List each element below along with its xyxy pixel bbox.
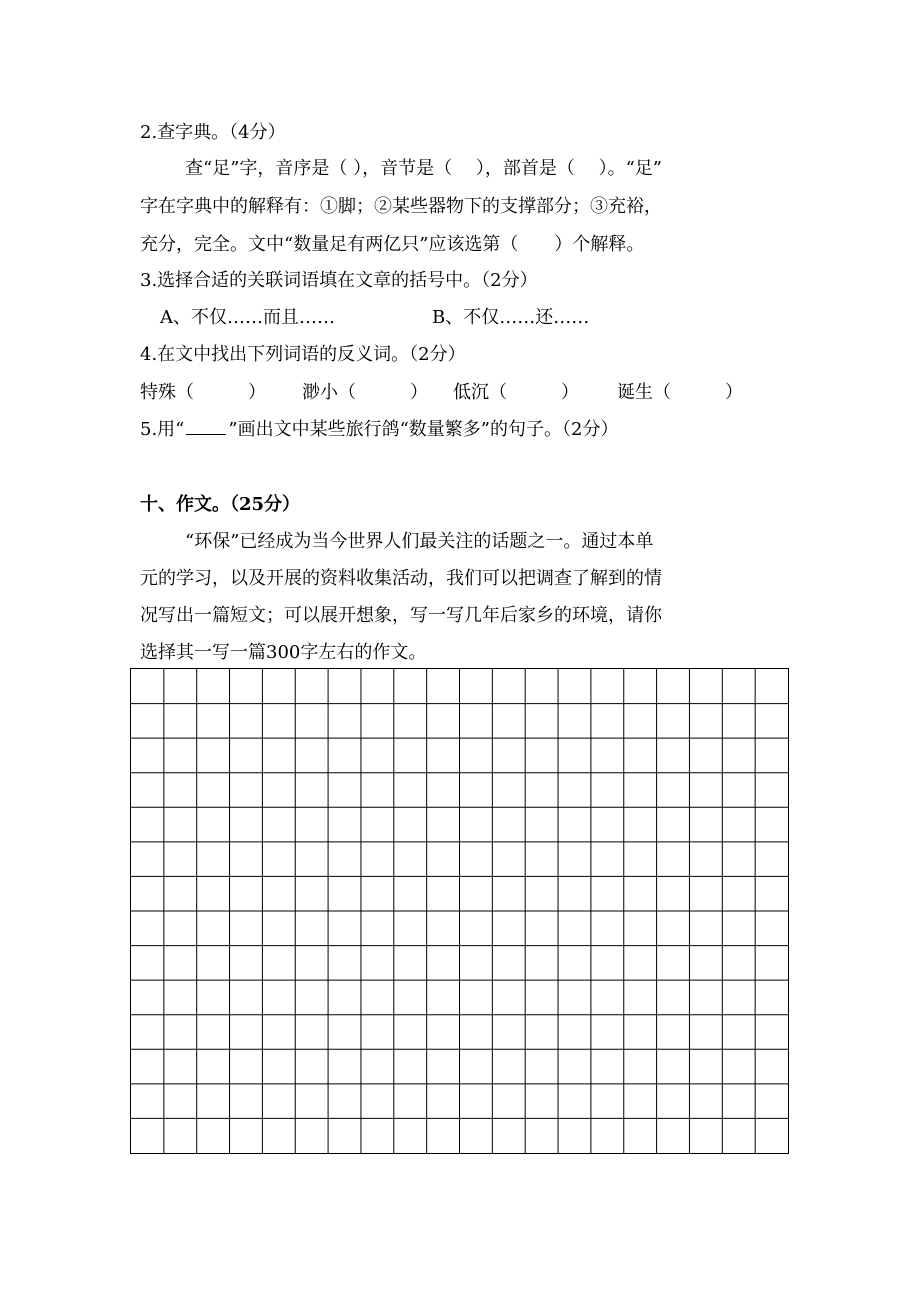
essay-prompt-line-4: 选择其一写一篇300字左右的作文。 <box>140 642 427 663</box>
q4-heading: 4.在文中找出下列词语的反义词。（2分） <box>140 344 466 365</box>
q5-prefix: 5.用“ <box>140 419 185 440</box>
q3-heading: 3.选择合适的关联词语填在文章的括号中。（2分） <box>140 270 538 291</box>
q2-heading: 2.查字典。（4分） <box>140 122 286 143</box>
essay-prompt-line-3: 况写出一篇短文；可以展开想象，写一写几年后家乡的环境，请你 <box>140 605 662 626</box>
underline-sample <box>186 418 226 435</box>
q4-antonym-item: 渺小（ ） <box>302 382 428 403</box>
q4-antonym-item: 特殊（ ） <box>140 382 266 403</box>
q4-antonym-item: 低沉（ ） <box>453 382 579 403</box>
q2-text-line-2: 字在字典中的解释有：①脚；②某些器物下的支撑部分；③充裕， <box>140 196 662 217</box>
q4-antonym-item: 诞生（ ） <box>617 382 743 403</box>
writing-grid-lines <box>131 669 788 1153</box>
essay-prompt-line-2: 元的学习，以及开展的资料收集活动，我们可以把调查了解到的情 <box>140 568 662 589</box>
q3-option-a: A、不仅……而且…… <box>160 307 335 328</box>
writing-grid[interactable] <box>130 668 789 1154</box>
q5-text <box>140 418 618 442</box>
essay-prompt-line-1: “环保”已经成为当今世界人们最关注的话题之一。通过本单 <box>185 531 654 552</box>
q2-text-line-3: 充分，完全。文中“数量足有两亿只”应该选第（ ）个解释。 <box>140 234 645 255</box>
q5-suffix: ”画出文中某些旅行鸽“数量繁多”的句子。（2分） <box>228 419 619 440</box>
q3-option-b: B、不仅……还…… <box>432 307 590 328</box>
essay-heading: 十、作文。（25分） <box>140 494 301 515</box>
q2-text-line-1: 查“足”字，音序是（ ），音节是（ ），部首是（ ）。“足” <box>185 158 662 179</box>
